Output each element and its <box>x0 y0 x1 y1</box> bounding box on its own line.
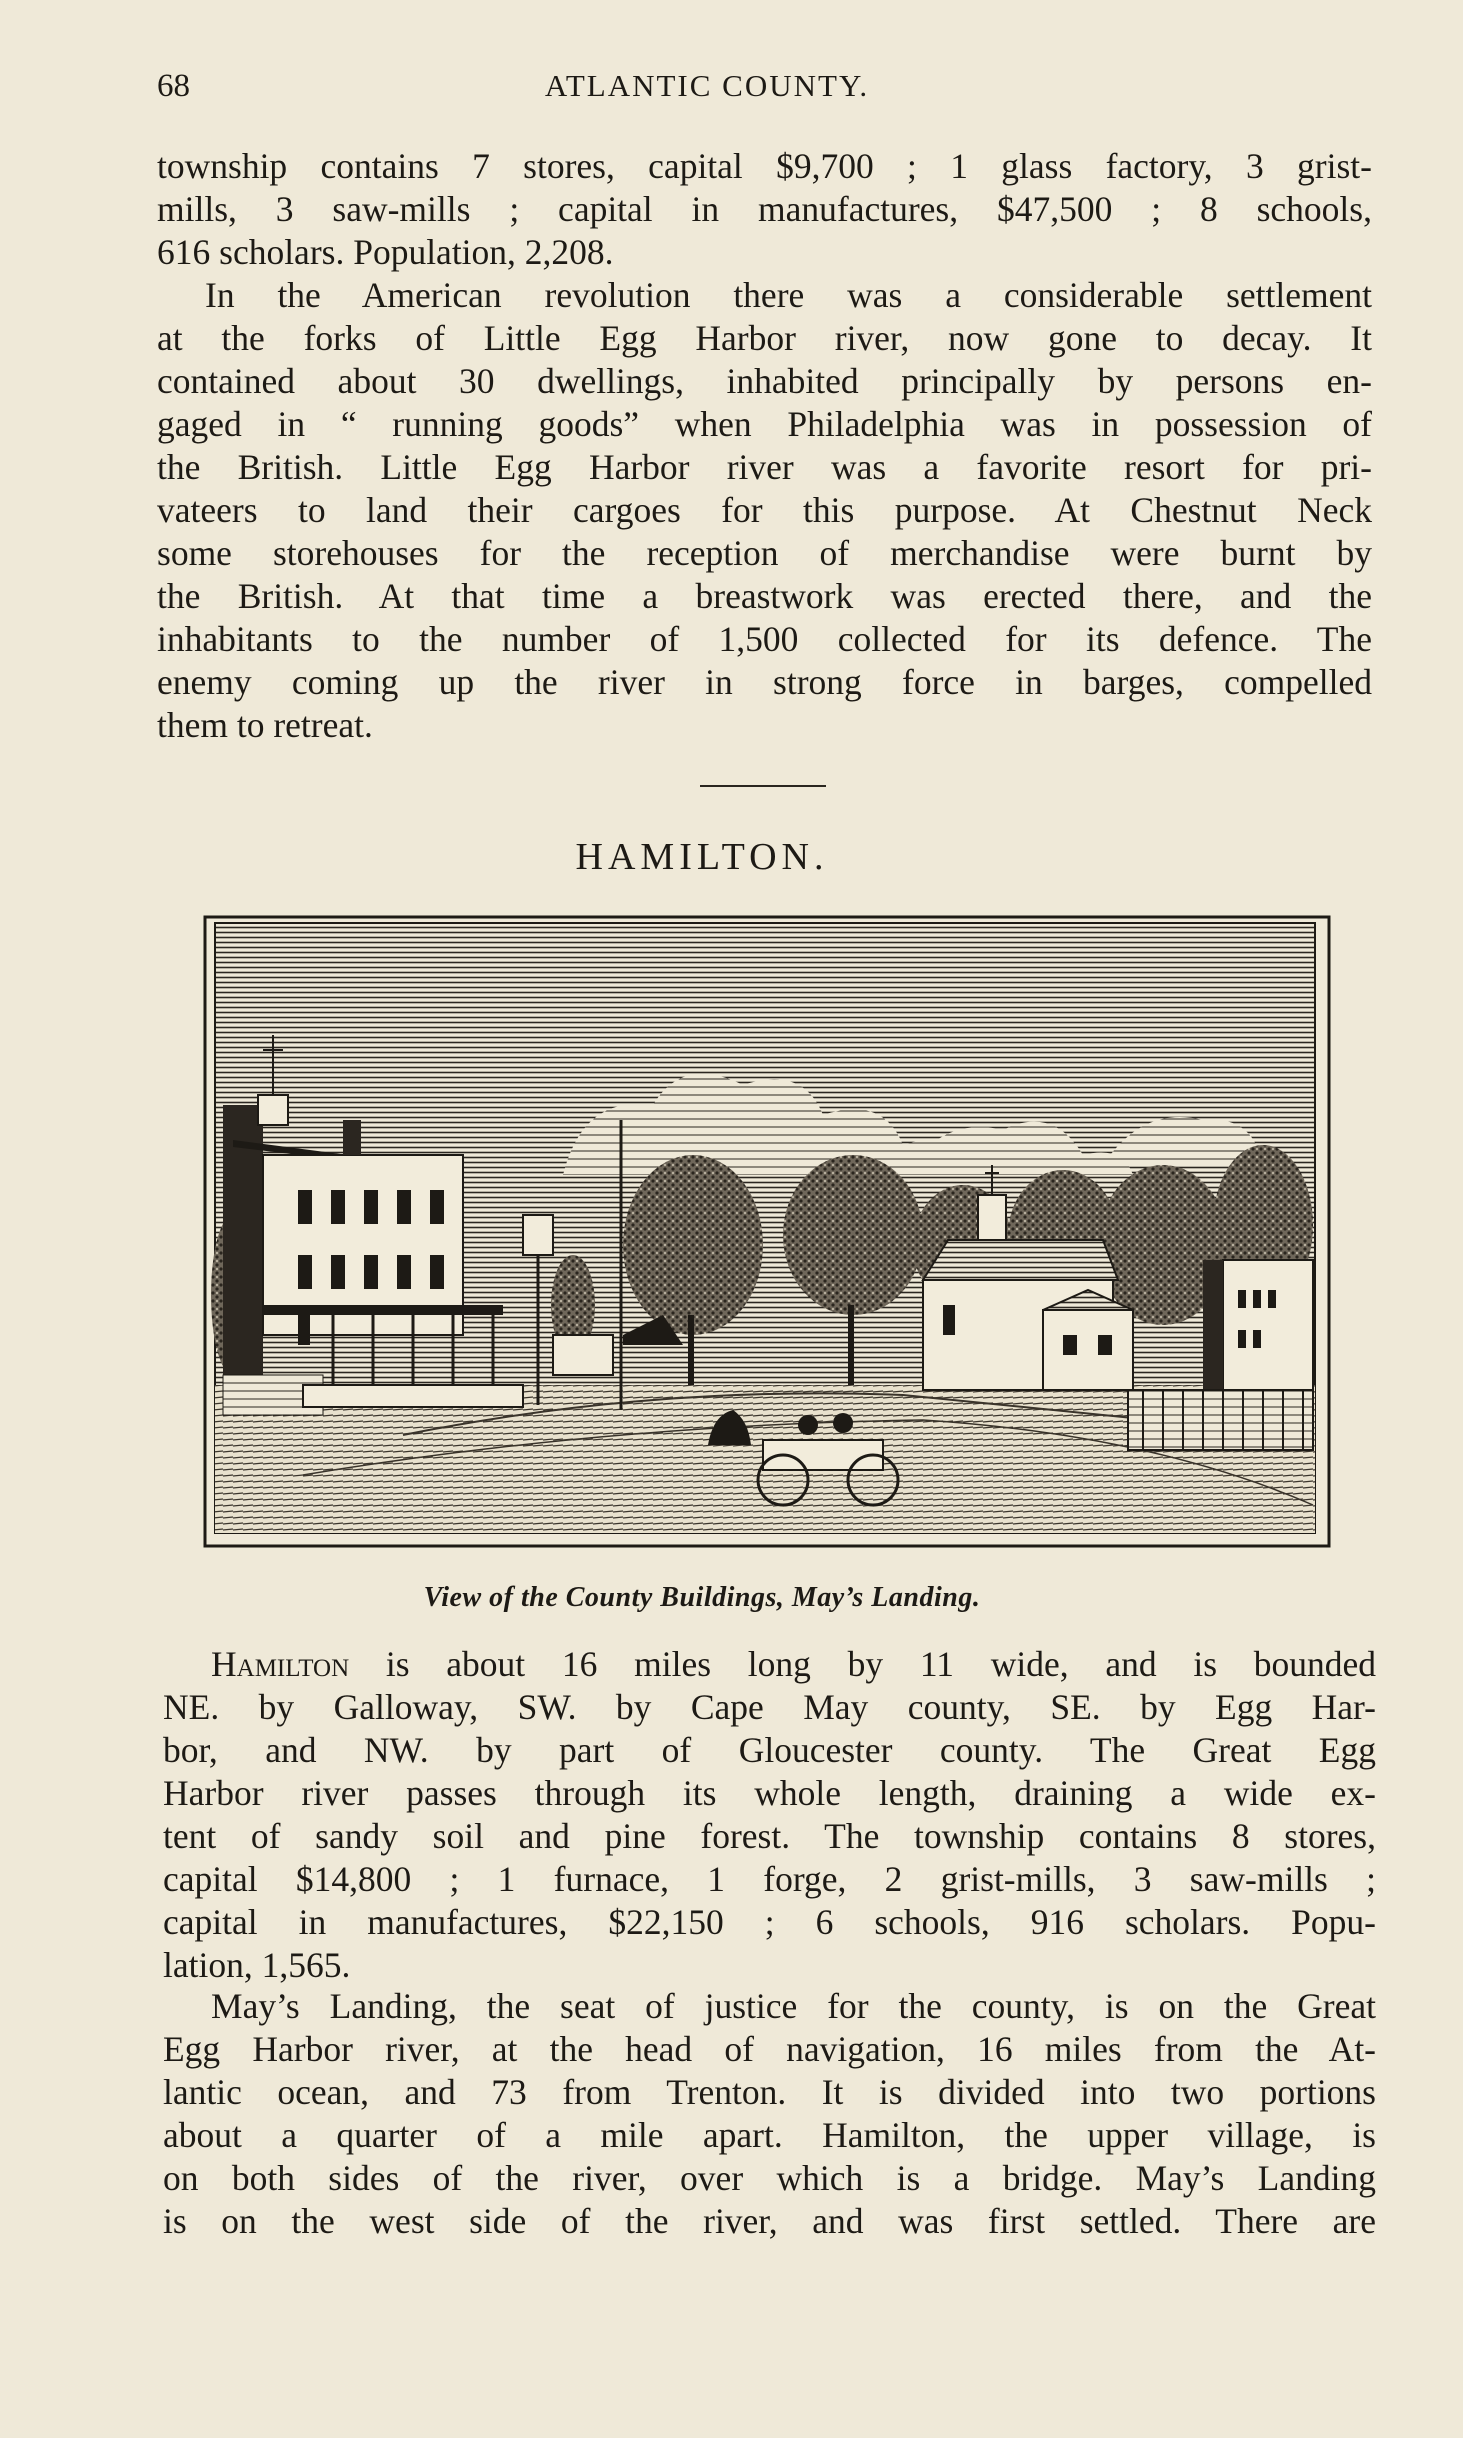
text-line: capital $14,800 ; 1 furnace, 1 forge, 2 grist-mills, 3 saw-mills ; <box>163 1859 1376 1899</box>
text-line: lantic ocean, and 73 from Trenton. It is divided into two portions <box>163 2072 1376 2112</box>
revolution-paragraph <box>157 274 1372 747</box>
first-line-rest: is about 16 miles long by 11 wide, and is bounded <box>349 1644 1376 1684</box>
intro-paragraph <box>157 145 1372 274</box>
page-number: 68 <box>157 68 190 104</box>
text-line: vateers to land their cargoes for this purpose. At Chestnut Neck <box>157 490 1372 530</box>
section-divider <box>700 785 826 787</box>
text-line: is on the west side of the river, and was first settled. There are <box>163 2201 1376 2241</box>
text-line: some storehouses for the reception of merchandise were burnt by <box>157 533 1372 573</box>
county-buildings-engraving <box>203 915 1331 1548</box>
text-line: on both sides of the river, over which is a bridge. May’s Landing <box>163 2158 1376 2198</box>
text-line: at the forks of Little Egg Harbor river, now gone to decay. It <box>157 318 1372 358</box>
text-line: May’s Landing, the seat of justice for the county, is on the Great <box>211 1986 1376 2026</box>
page-header <box>157 68 1377 118</box>
text-line: the British. At that time a breastwork was erected there, and the <box>157 576 1372 616</box>
text-line <box>163 1643 1376 1686</box>
text-line: about a quarter of a mile apart. Hamilton, the upper village, is <box>163 2115 1376 2155</box>
text-line: the British. Little Egg Harbor river was a favorite resort for pri- <box>157 447 1372 487</box>
text-line: Egg Harbor river, at the head of navigation, 16 miles from the At- <box>163 2029 1376 2069</box>
hamilton-paragraph <box>163 1643 1376 1987</box>
text-line: capital in manufactures, $22,150 ; 6 schools, 916 scholars. Popu- <box>163 1902 1376 1942</box>
running-title: ATLANTIC COUNTY. <box>544 68 870 103</box>
text-line: enemy coming up the river in strong force in barges, compelled <box>157 662 1372 702</box>
text-line: inhabitants to the number of 1,500 collected for its defence. The <box>157 619 1372 659</box>
text-line: NE. by Galloway, SW. by Cape May county, SE. by Egg Har- <box>163 1687 1376 1727</box>
figure-caption: View of the County Buildings, May’s Landing. <box>423 1582 981 1613</box>
text-line: gaged in “ running goods” when Philadelphia was in possession of <box>157 404 1372 444</box>
text-line: tent of sandy soil and pine forest. The township contains 8 stores, <box>163 1816 1376 1856</box>
text-line: contained about 30 dwellings, inhabited principally by persons en- <box>157 361 1372 401</box>
lead-word: Hamilton <box>211 1644 350 1684</box>
text-line: Harbor river passes through its whole length, draining a wide ex- <box>163 1773 1376 1813</box>
text-line: mills, 3 saw-mills ; capital in manufactures, $47,500 ; 8 schools, <box>157 189 1372 229</box>
engraving-illustration <box>203 915 1331 1548</box>
mays-landing-paragraph <box>163 1985 1376 2243</box>
text-line: lation, 1,565. <box>163 1945 351 1985</box>
text-line: township contains 7 stores, capital $9,700 ; 1 glass factory, 3 grist- <box>157 146 1372 186</box>
text-line: bor, and NW. by part of Gloucester county. The Great Egg <box>163 1730 1376 1770</box>
text-line: In the American revolution there was a considerable settlement <box>205 275 1372 315</box>
text-line: 616 scholars. Population, 2,208. <box>157 232 614 272</box>
text-line: them to retreat. <box>157 705 373 745</box>
section-title: HAMILTON. <box>575 836 829 878</box>
